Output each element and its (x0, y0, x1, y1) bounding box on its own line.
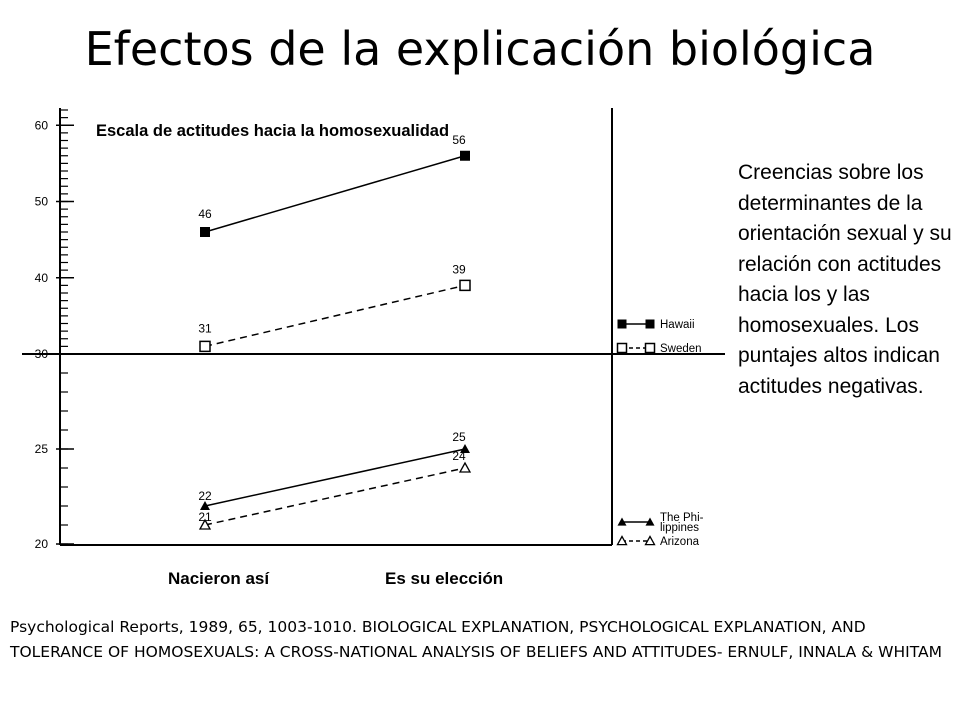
series-hawaii (198, 133, 470, 237)
legend-marker (618, 320, 627, 329)
data-point (460, 463, 470, 472)
data-label: 25 (452, 430, 466, 444)
y-tick-label: 40 (34, 270, 48, 285)
data-label: 31 (198, 321, 212, 336)
legend-item-arizona (618, 536, 700, 548)
data-label: 21 (198, 510, 212, 524)
data-point (460, 280, 470, 290)
legend-label: lippines (660, 522, 699, 534)
y-tick-label: 20 (34, 537, 48, 551)
legend-marker (618, 344, 627, 353)
y-tick-label: 25 (34, 442, 48, 456)
chart-panels (35, 110, 470, 551)
data-point (200, 341, 210, 351)
legend-label: The Phi- (660, 512, 704, 524)
legend-item-the-phi- (618, 512, 704, 534)
x-axis-labels (168, 569, 503, 588)
y-tick-label: 60 (34, 118, 48, 133)
series-line (205, 156, 465, 232)
slide-title: Efectos de la explicación biológica (84, 22, 876, 76)
data-label: 39 (452, 262, 466, 277)
series-sweden (198, 262, 470, 351)
y-tick-label: 30 (34, 347, 48, 361)
series-line (205, 468, 465, 525)
chart-description: Creencias sobre los determinantes de la orientación sexual y su relación con actitudes hacia los y las homosexuales. Los puntajes altos indican actitudes negativas. (738, 161, 952, 398)
data-point (200, 227, 210, 237)
data-label: 56 (452, 132, 466, 147)
data-label: 46 (198, 207, 212, 221)
series-line (205, 449, 465, 506)
source-citation: Psychological Reports, 1989, 65, 1003-1010. BIOLOGICAL EXPLANATION, PSYCHOLOGICAL EXPLANATION, AND TOLERANCE OF HOMOSEXUALS: A CROSS-NATIONAL ANALYSIS OF BELIEFS AND ATTITUDES- ERNULF, INNALA & WHITAM (10, 618, 942, 661)
data-point (460, 151, 470, 161)
x-tick-label: Es su elección (385, 569, 504, 588)
series-the-phi--lippines (198, 430, 470, 510)
data-label: 22 (198, 489, 212, 503)
chart-title: Escala de actitudes hacia la homosexualidad (96, 122, 450, 140)
legend-marker (646, 320, 655, 329)
chart-panel-2 (35, 354, 470, 551)
legend-label: Hawaii (660, 319, 695, 331)
series-line (205, 285, 465, 346)
series-arizona (198, 449, 470, 529)
legend-label: Sweden (660, 343, 702, 355)
legend-item-hawaii (618, 319, 695, 331)
chart-panel-1 (35, 110, 470, 361)
x-tick-label: Nacieron así (168, 569, 270, 588)
legend-label: Arizona (660, 536, 699, 548)
data-label: 24 (452, 449, 466, 463)
y-tick-label: 50 (34, 194, 48, 209)
legend-marker (646, 344, 655, 353)
